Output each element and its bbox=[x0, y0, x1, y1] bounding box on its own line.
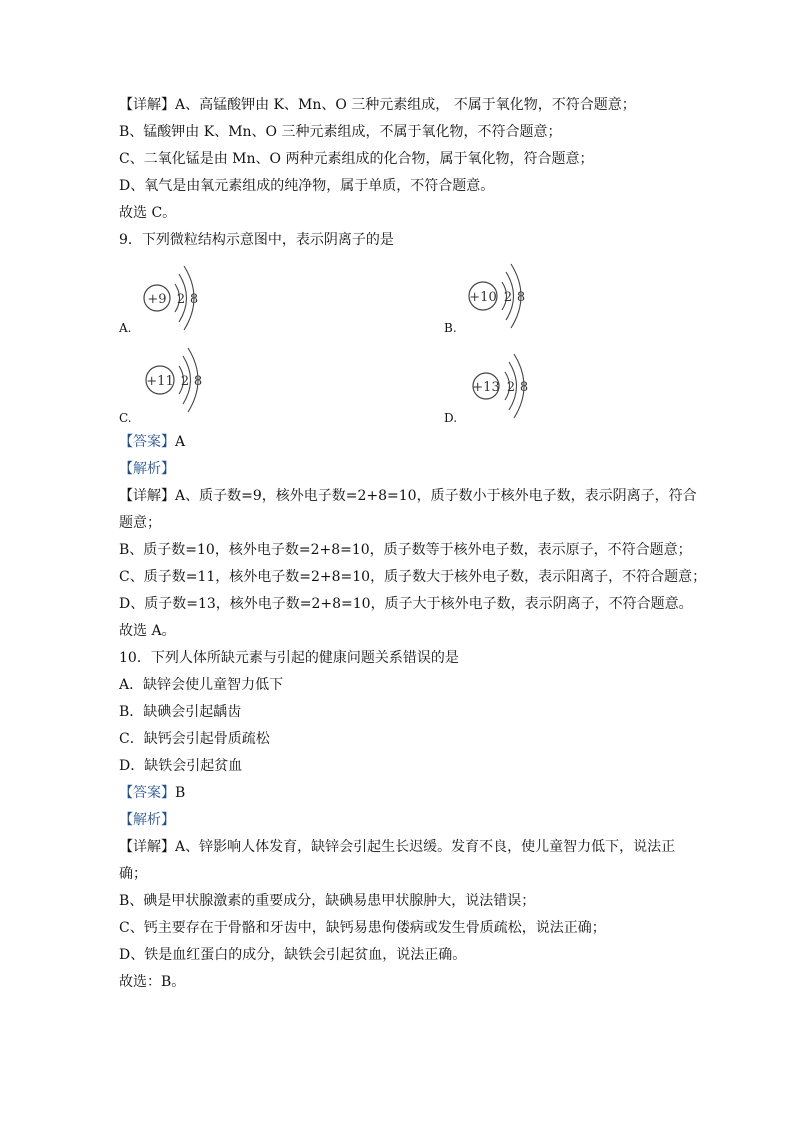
option-label-d: D. bbox=[444, 411, 458, 425]
option-c: C．缺钙会引起骨质疏松 bbox=[119, 731, 270, 747]
detail-tag: 【详解】 bbox=[119, 839, 175, 855]
explanation-line: B、质子数=10，核外电子数=2+8=10，质子数等于核外电子数，表示原子，不符合题意； bbox=[119, 542, 692, 558]
explanation-line: 确； bbox=[119, 866, 147, 882]
nucleus-charge: +10 bbox=[469, 290, 497, 305]
explanation-line: C、二氧化锰是由 Mn、O 两种元素组成的化合物，属于氧化物，符合题意； bbox=[119, 151, 594, 167]
shell-electrons: 2 bbox=[180, 374, 190, 389]
answer-line: 【答案】B bbox=[119, 785, 186, 801]
answer-tag: 【答案】 bbox=[119, 785, 175, 801]
conclusion-line: 故选 A。 bbox=[119, 623, 176, 639]
nucleus-charge: +9 bbox=[147, 292, 167, 307]
nucleus-charge: +13 bbox=[472, 380, 500, 395]
shell-electrons: 8 bbox=[519, 380, 529, 395]
question-10-stem: 10．下列人体所缺元素与引起的健康问题关系错误的是 bbox=[119, 650, 459, 666]
atom-diagram-a bbox=[142, 262, 212, 332]
shell-electrons: 2 bbox=[506, 380, 516, 395]
answer-line: 【答案】A bbox=[119, 434, 186, 450]
analysis-tag: 【解析】 bbox=[119, 461, 175, 477]
option-d: D．缺铁会引起贫血 bbox=[119, 758, 243, 774]
explanation-line: D、质子数=13，核外电子数=2+8=10，质子大于核外电子数，表示阴离子，不符合题意。 bbox=[119, 596, 693, 612]
conclusion-line: 故选：B。 bbox=[119, 974, 186, 990]
option-label-a: A. bbox=[119, 321, 132, 335]
explanation-line: C、质子数=11，核外电子数=2+8=10，质子数大于核外电子数，表示阳离子，不符合题意； bbox=[119, 569, 707, 585]
explanation-line: 题意； bbox=[119, 515, 161, 531]
nucleus-charge: +11 bbox=[146, 374, 174, 389]
explanation-line: 【详解】A、锌影响人体发育，缺锌会引起生长迟缓。发育不良，使儿童智力低下，说法正 bbox=[119, 839, 676, 855]
shell-electrons: 2 bbox=[503, 290, 513, 305]
analysis-tag: 【解析】 bbox=[119, 812, 175, 828]
option-label-b: B. bbox=[444, 321, 457, 335]
detail-tag: 【详解】 bbox=[119, 488, 175, 504]
explanation-line: B、锰酸钾由 K、Mn、O 三种元素组成，不属于氧化物，不符合题意； bbox=[119, 124, 562, 140]
option-b: B．缺碘会引起龋齿 bbox=[119, 704, 242, 720]
question-9-stem: 9．下列微粒结构示意图中，表示阴离子的是 bbox=[119, 232, 394, 248]
explanation-line: 【详解】A、高锰酸钾由 K、Mn、O 三种元素组成， 不属于氧化物，不符合题意； bbox=[119, 97, 636, 113]
explanation-line: B、碘是甲状腺激素的重要成分，缺碘易患甲状腺肿大，说法错误； bbox=[119, 893, 536, 909]
shell-electrons: 2 bbox=[176, 292, 186, 307]
answer-tag: 【答案】 bbox=[119, 434, 175, 450]
conclusion-line: 故选 C。 bbox=[119, 205, 177, 221]
explanation-line: C、钙主要存在于骨骼和牙齿中，缺钙易患佝偻病或发生骨质疏松，说法正确； bbox=[119, 920, 606, 936]
shell-electrons: 8 bbox=[516, 290, 526, 305]
option-a: A．缺锌会使儿童智力低下 bbox=[119, 677, 284, 693]
shell-electrons: 8 bbox=[189, 292, 199, 307]
explanation-line: D、氧气是由氧元素组成的纯净物，属于单质，不符合题意。 bbox=[119, 178, 495, 194]
explanation-line: D、铁是血红蛋白的成分，缺铁会引起贫血，说法正确。 bbox=[119, 947, 467, 963]
detail-tag: 【详解】 bbox=[119, 97, 175, 113]
option-label-c: C. bbox=[119, 411, 132, 425]
explanation-line: 【详解】A、质子数=9，核外电子数=2+8=10，质子数小于核外电子数，表示阴离子，符合 bbox=[119, 488, 697, 504]
shell-electrons: 8 bbox=[193, 374, 203, 389]
atom-diagram-d bbox=[472, 352, 542, 422]
atom-diagram-b bbox=[468, 262, 538, 332]
atom-diagram-c bbox=[145, 344, 215, 414]
